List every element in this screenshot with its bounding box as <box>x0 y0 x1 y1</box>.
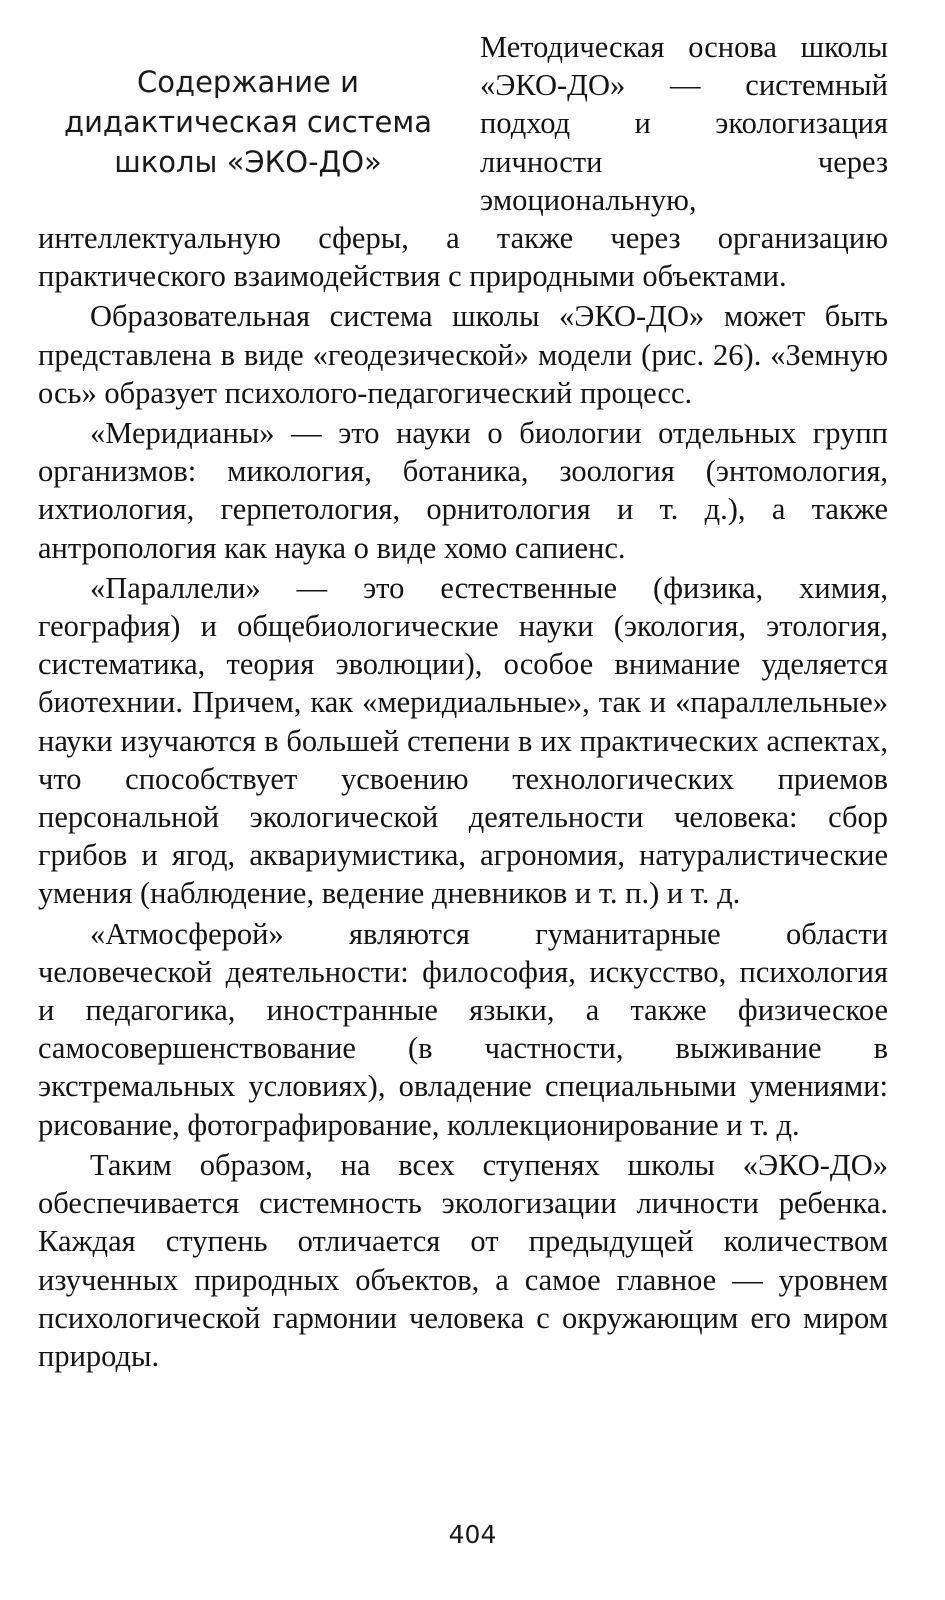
paragraph-5: «Атмосферой» являются гуманитарные области человеческой деятельности: философия, искусство, психология и педагогика, иностранные языки, а также физическое самосовершенствование (в частности, выживание в экстремальных условиях), овладение специальными умениями: рисование, фотографирование, коллекционирование и т. д. <box>38 916 888 1142</box>
paragraph-6: Таким образом, на всех ступенях школы «ЭКО-ДО» обеспечивается системность экологизации личности ребенка. Каждая ступень отличается от предыдущей количеством изученных природных объектов, а самое главное — уровнем психологической гармонии человека с окружающим его миром природы. <box>38 1147 888 1373</box>
heading-line-1: Содержание и <box>137 65 359 99</box>
paragraph-4: «Параллели» — это естественные (физика, химия, география) и общебиологические науки (экология, этология, систематика, теория эволюции), особое внимание уделяется биотехнии. Причем, как «меридиальные», так и «параллельные» науки изучаются в большей степени в их практических аспектах, что способствует усвоению технологических приемов персональной экологической деятельности человека: сбор грибов и ягод, аквариумистика, агрономия, натуралистические умения (наблюдение, ведение дневников и т. п.) и т. д. <box>38 570 888 911</box>
paragraph-1: Методическая основа школы «ЭКО-ДО» — системный подход и экологизация личности через эмоциональную, интеллектуальную сферы, а также через организацию практического взаимодействия с природными объектами. <box>38 30 888 294</box>
paragraph-3: «Меридианы» — это науки о биологии отдельных групп организмов: микология, ботаника, зоология (энтомология, ихтиология, герпетология, орнитология и т. д.), а также антропология как наука о виде хомо сапиенс. <box>38 416 888 565</box>
paragraph-2: Образовательная система школы «ЭКО-ДО» может быть представлена в виде «геодезической» модели (рис. 26). «Земную ось» образует психолого-педагогический процесс. <box>38 299 888 410</box>
section-heading <box>38 62 458 182</box>
heading-line-3: школы «ЭКО-ДО» <box>114 145 382 179</box>
page-body <box>38 28 888 1375</box>
heading-line-2: дидактическая система <box>64 105 432 139</box>
page-number: 404 <box>448 1520 497 1549</box>
